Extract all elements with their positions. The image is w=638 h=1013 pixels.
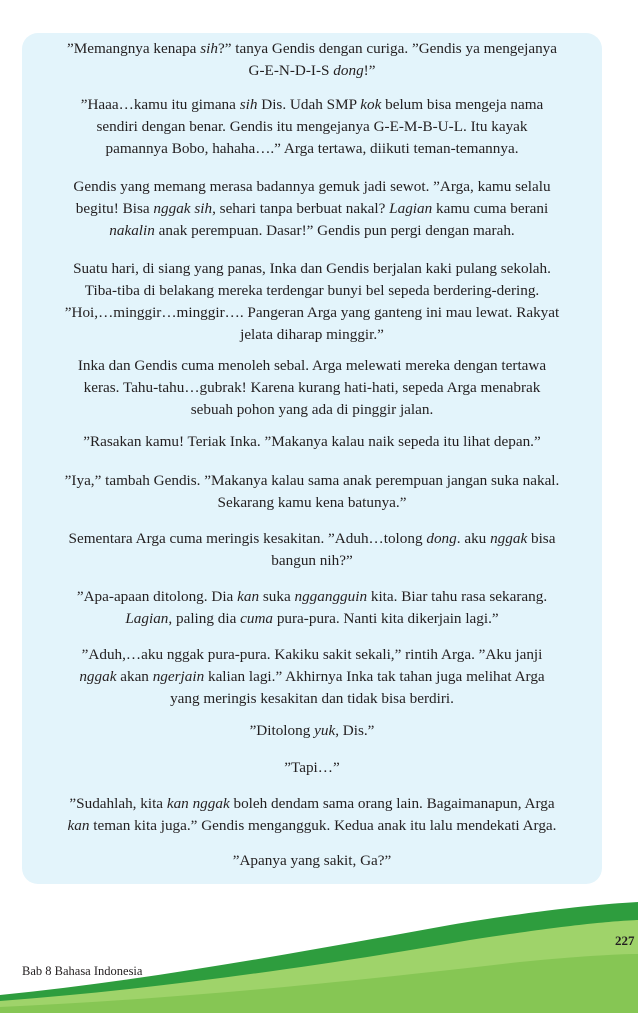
story-line <box>22 302 602 324</box>
text-run: , Dis.” <box>335 722 375 739</box>
story-line <box>22 399 602 421</box>
italic-text: kok <box>360 96 382 113</box>
text-run: anak perempuan. Dasar!” Gendis pun pergi dengan marah. <box>154 222 515 239</box>
text-run: teman kita juga.” Gendis mengangguk. Kedua anak itu lalu mendekati Arga. <box>89 817 557 834</box>
text-run: ”Haaa…kamu itu gimana <box>80 96 240 113</box>
story-paragraph <box>22 586 602 630</box>
text-run: . aku <box>456 530 491 547</box>
text-run: Dis. Udah SMP <box>257 96 361 113</box>
story-line <box>22 470 602 492</box>
story-line <box>22 757 602 779</box>
text-run: jelata diharap minggir.” <box>240 326 384 343</box>
story-line <box>22 220 602 242</box>
text-run: !” <box>363 62 376 79</box>
story-paragraph <box>22 644 602 710</box>
story-line <box>22 431 602 453</box>
text-run: ”Apanya yang sakit, Ga?” <box>232 852 392 869</box>
text-run: keras. Tahu-tahu…gubrak! Karena kurang hati-hati, sepeda Arga menabrak <box>83 379 541 396</box>
text-run: ”Rasakan kamu! Teriak Inka. ”Makanya kalau naik sepeda itu lihat depan.” <box>83 433 541 450</box>
text-run: bangun nih?” <box>271 552 353 569</box>
text-run: akan <box>116 668 153 685</box>
story-line <box>22 550 602 572</box>
text-run: ”Memangnya kenapa <box>66 40 201 57</box>
text-run: ”Apa-apaan ditolong. Dia <box>76 588 238 605</box>
italic-text: ngerjain <box>152 668 205 685</box>
story-paragraph <box>22 258 602 346</box>
story-line <box>22 60 602 82</box>
text-run: pura-pura. Nanti kita dikerjain lagi.” <box>273 610 499 627</box>
story-paragraph <box>22 355 602 421</box>
text-run: Sementara Arga cuma meringis kesakitan. ”Aduh…tolong <box>68 530 427 547</box>
story-paragraph <box>22 528 602 572</box>
text-run: boleh dendam sama orang lain. Bagaimanapun, Arga <box>229 795 555 812</box>
story-line <box>22 666 602 688</box>
story-paragraph <box>22 850 602 872</box>
italic-text: dong <box>333 62 364 79</box>
italic-text: Lagian <box>389 200 433 217</box>
text-run: Inka dan Gendis cuma menoleh sebal. Arga melewati mereka dengan tertawa <box>77 357 547 374</box>
story-line <box>22 355 602 377</box>
text-run: kalian lagi.” Akhirnya Inka tak tahan juga melihat Arga <box>204 668 545 685</box>
page-number: 227 <box>615 933 635 948</box>
story-line <box>22 644 602 666</box>
text-run: sebuah pohon yang ada di pinggir jalan. <box>190 401 434 418</box>
italic-text: nggangguin <box>294 588 368 605</box>
text-run: , paling dia <box>168 610 241 627</box>
story-line <box>22 793 602 815</box>
green-wave-decoration <box>0 880 638 1013</box>
text-run: ”Iya,” tambah Gendis. ”Makanya kalau sama anak perempuan jangan suka nakal. <box>64 472 560 489</box>
story-line <box>22 850 602 872</box>
story-line <box>22 815 602 837</box>
story-line <box>22 688 602 710</box>
text-run: kamu cuma berani <box>432 200 549 217</box>
italic-text: nggak <box>79 668 117 685</box>
text-run: Sekarang kamu kena batunya.” <box>217 494 407 511</box>
text-run: ?” tanya Gendis dengan curiga. ”Gendis ya mengejanya <box>217 40 558 57</box>
italic-text: Lagian <box>125 610 169 627</box>
text-run: begitu! Bisa <box>75 200 154 217</box>
italic-text: nakalin <box>109 222 155 239</box>
italic-text: sih <box>200 40 218 57</box>
text-run: belum bisa mengeja nama <box>381 96 544 113</box>
text-run: suka <box>259 588 295 605</box>
italic-text: nggak <box>490 530 528 547</box>
story-line <box>22 198 602 220</box>
text-run: Gendis yang memang merasa badannya gemuk jadi sewot. ”Arga, kamu selalu <box>73 178 551 195</box>
story-line <box>22 586 602 608</box>
text-run: , sehari tanpa berbuat nakal? <box>212 200 390 217</box>
text-run: ”Hoi,…minggir…minggir…. Pangeran Arga yang ganteng ini mau lewat. Rakyat <box>64 304 560 321</box>
chapter-label: Bab 8 Bahasa Indonesia <box>22 964 143 978</box>
story-paragraph <box>22 94 602 160</box>
text-run: Suatu hari, di siang yang panas, Inka dan Gendis berjalan kaki pulang sekolah. <box>73 260 551 277</box>
story-paragraph <box>22 470 602 514</box>
italic-text: kan nggak <box>166 795 230 812</box>
italic-text: kan <box>237 588 260 605</box>
story-line <box>22 492 602 514</box>
story-line <box>22 258 602 280</box>
story-line <box>22 720 602 742</box>
text-run: ”Sudahlah, kita <box>69 795 167 812</box>
story-line <box>22 528 602 550</box>
text-run: ”Tapi…” <box>284 759 340 776</box>
text-run: yang meringis kesakitan dan tidak bisa berdiri. <box>170 690 454 707</box>
text-run: pamannya Bobo, hahaha….” Arga tertawa, diikuti teman-temannya. <box>105 140 519 157</box>
story-line <box>22 116 602 138</box>
text-run: bisa <box>527 530 556 547</box>
story-line <box>22 176 602 198</box>
text-run: Tiba-tiba di belakang mereka terdengar bunyi bel sepeda berdering-dering. <box>84 282 540 299</box>
story-paragraph <box>22 793 602 837</box>
italic-text: cuma <box>240 610 274 627</box>
story-line <box>22 94 602 116</box>
story-line <box>22 38 602 60</box>
text-run: sendiri dengan benar. Gendis itu mengejanya G-E-M-B-U-L. Itu kayak <box>96 118 528 135</box>
story-line <box>22 377 602 399</box>
story-paragraph <box>22 176 602 242</box>
text-run: G-E-N-D-I-S <box>248 62 334 79</box>
italic-text: sih <box>239 96 258 113</box>
story-line <box>22 324 602 346</box>
text-run: ”Aduh,…aku nggak pura-pura. Kakiku sakit sekali,” rintih Arga. ”Aku janji <box>81 646 543 663</box>
story-paragraph <box>22 431 602 453</box>
story-paragraph <box>22 720 602 742</box>
italic-text: nggak sih <box>153 200 213 217</box>
story-paragraph <box>22 757 602 779</box>
text-run: kita. Biar tahu rasa sekarang. <box>367 588 548 605</box>
story-line <box>22 138 602 160</box>
story-line <box>22 608 602 630</box>
text-run: ”Ditolong <box>249 722 315 739</box>
italic-text: yuk <box>314 722 336 739</box>
italic-text: dong <box>426 530 457 547</box>
story-paragraph <box>22 38 602 82</box>
story-line <box>22 280 602 302</box>
italic-text: kan <box>67 817 90 834</box>
